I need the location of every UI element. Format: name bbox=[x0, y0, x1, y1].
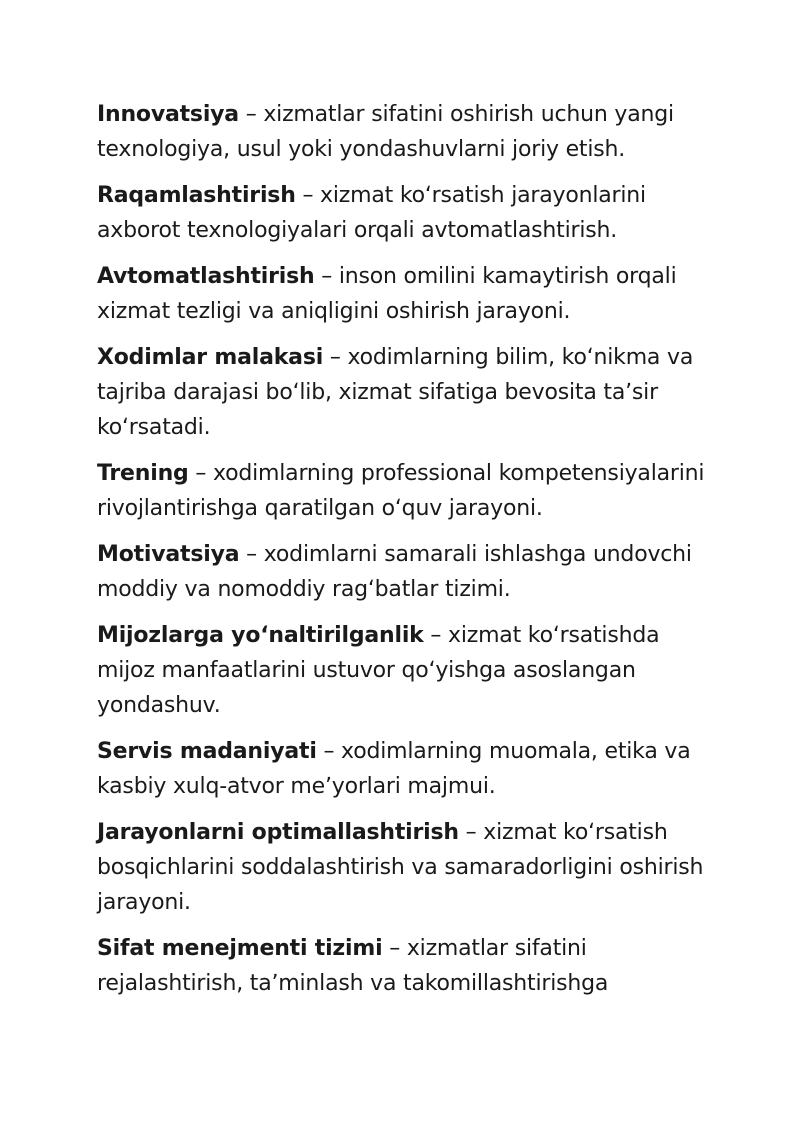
glossary-entry-xodimlar-malakasi bbox=[97, 340, 717, 445]
definition: – xizmatlar sifatini rejalashtirish, taʼminlash va takomillashtirishga bbox=[97, 936, 609, 996]
term: Motivatsiya bbox=[97, 542, 240, 567]
glossary-page bbox=[97, 97, 717, 1012]
term: Servis madaniyati bbox=[97, 739, 317, 764]
glossary-entry-trening bbox=[97, 456, 717, 526]
definition: – xizmat koʻrsatish jarayonlarini axborot texnologiyalari orqali avtomatlashtirish. bbox=[97, 183, 646, 243]
term: Sifat menejmenti tizimi bbox=[97, 936, 383, 961]
term: Xodimlar malakasi bbox=[97, 345, 324, 370]
term: Innovatsiya bbox=[97, 102, 239, 127]
definition: – xodimlarning professional kompetensiyalarini rivojlantirishga qaratilgan oʻquv jarayoni. bbox=[97, 461, 705, 521]
term: Jarayonlarni optimallashtirish bbox=[97, 820, 459, 845]
glossary-entry-innovatsiya bbox=[97, 97, 717, 167]
definition: – inson omilini kamaytirish orqali xizmat tezligi va aniqligini oshirish jarayoni. bbox=[97, 264, 677, 324]
definition: – xodimlarning muomala, etika va kasbiy xulq-atvor meʼyorlari majmui. bbox=[97, 739, 691, 799]
term: Avtomatlashtirish bbox=[97, 264, 315, 289]
definition: – xizmat koʻrsatish bosqichlarini soddalashtirish va samaradorligini oshirish jarayoni. bbox=[97, 820, 704, 915]
glossary-entry-mijozlarga-yonaltirilganlik bbox=[97, 618, 717, 723]
glossary-entry-motivatsiya bbox=[97, 537, 717, 607]
glossary-entry-servis-madaniyati bbox=[97, 734, 717, 804]
term: Trening bbox=[97, 461, 189, 486]
glossary-entry-avtomatlashtirish bbox=[97, 259, 717, 329]
glossary-entry-raqamlashtirish bbox=[97, 178, 717, 248]
glossary-entry-sifat-menejmenti-tizimi bbox=[97, 931, 717, 1001]
term: Raqamlashtirish bbox=[97, 183, 296, 208]
definition: – xodimlarning bilim, koʻnikma va tajriba darajasi boʻlib, xizmat sifatiga bevosita taʼsir koʻrsatadi. bbox=[97, 345, 694, 440]
definition: – xizmatlar sifatini oshirish uchun yangi texnologiya, usul yoki yondashuvlarni joriy etish. bbox=[97, 102, 674, 162]
definition: – xodimlarni samarali ishlashga undovchi moddiy va nomoddiy ragʻbatlar tizimi. bbox=[97, 542, 692, 602]
glossary-entry-jarayonlarni-optimallashtirish bbox=[97, 815, 717, 920]
definition: – xizmat koʻrsatishda mijoz manfaatlarini ustuvor qoʻyishga asoslangan yondashuv. bbox=[97, 623, 660, 718]
term: Mijozlarga yoʻnaltirilganlik bbox=[97, 623, 424, 648]
